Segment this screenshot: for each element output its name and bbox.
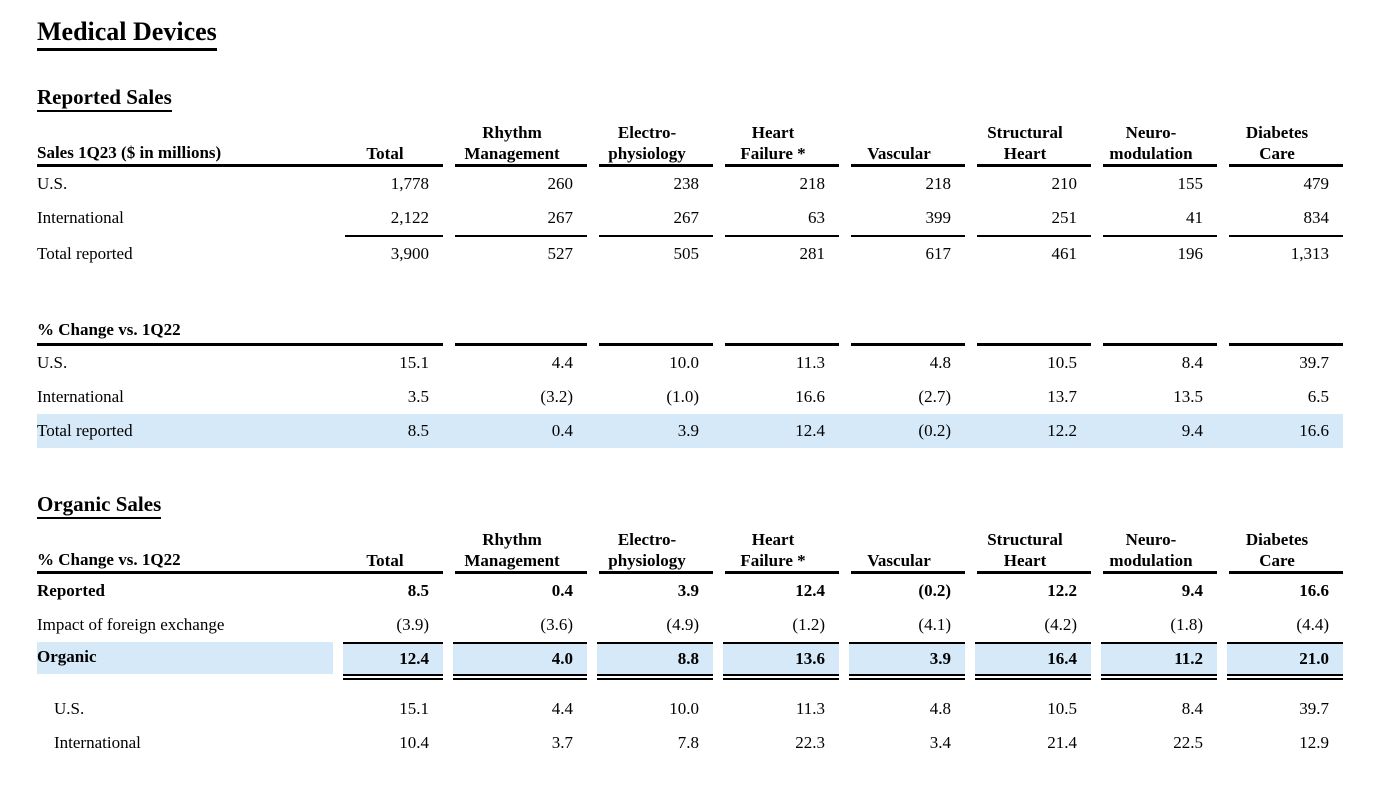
cell-value: (1.2) [792,615,825,634]
column-header-rhythm-management [443,122,587,164]
column-header-line: Neuro- [1125,123,1177,142]
reported-table-header-row [37,122,1343,164]
cell-value: 1,313 [1290,244,1329,263]
column-header-rhythm-management [443,529,587,571]
cell-value: 196 [1177,244,1203,263]
section-heading-organic-sales: Organic Sales [37,492,161,519]
column-header-line: Heart [1003,551,1047,570]
row-label: Reported [37,581,105,600]
cell-value: 238 [673,174,699,193]
column-header-line: Neuro- [1125,530,1177,549]
column-header-line: Diabetes [1245,123,1309,142]
column-header-heart-failure [713,122,839,164]
cell-value: 10.4 [399,733,429,752]
column-header-vascular [839,143,965,164]
table-row-us-pct [37,346,1343,380]
cell-value: 479 [1303,174,1329,193]
double-rule-segment [975,674,1091,680]
cell-value: (2.7) [918,387,951,406]
column-header-diabetes-care [1217,529,1343,571]
table-label-pct-change: % Change vs. 1Q22 [37,550,181,569]
cell-value: 11.3 [795,353,825,372]
table-row-total-reported [37,237,1343,271]
cell-value: 834 [1303,208,1329,227]
cell-value: 13.7 [1047,387,1077,406]
cell-value: 4.0 [453,642,587,674]
cell-value: 8.4 [1181,353,1203,372]
column-header-line: Management [464,551,560,570]
column-header-total [333,550,443,571]
row-label: U.S. [54,699,85,718]
column-header-electrophysiology [587,529,713,571]
cell-value: 39.7 [1299,353,1329,372]
cell-value: 1,778 [390,174,429,193]
column-header-line: Failure * [740,551,806,570]
double-rule-segment [1227,674,1343,680]
cell-value: 281 [799,244,825,263]
table-row-us [37,167,1343,201]
cell-value: 21.0 [1227,642,1343,674]
cell-value: 218 [799,174,825,193]
double-rule-segment [849,674,965,680]
column-header-total [333,143,443,164]
cell-value: 3.5 [407,387,429,406]
column-header-line: Electro- [617,530,677,549]
row-label: International [37,208,124,227]
cell-value: 461 [1051,244,1077,263]
cell-value: 12.2 [1047,421,1077,440]
table-row-reported [37,574,1343,608]
column-header-line: Failure * [740,144,806,163]
column-header-line: Total [366,144,404,163]
column-header-line: physiology [608,144,686,163]
cell-value: (4.4) [1296,615,1329,634]
column-header-neuromodulation [1091,529,1217,571]
column-header-structural-heart [965,529,1091,571]
organic-table-header-row [37,529,1343,571]
cell-value: 16.6 [795,387,825,406]
cell-value: 260 [547,174,573,193]
cell-value: 267 [673,208,699,227]
cell-value: 10.0 [669,699,699,718]
cell-value: 9.4 [1181,581,1203,600]
column-header-diabetes-care [1217,122,1343,164]
column-header-line: Heart [1003,144,1047,163]
column-header-line: Heart [751,123,795,142]
cell-value: 39.7 [1299,699,1329,718]
column-header-line: Rhythm [482,123,542,142]
cell-value: 9.4 [1181,421,1203,440]
cell-value: (3.9) [396,615,429,634]
cell-value: 13.5 [1173,387,1203,406]
cell-value: 527 [547,244,573,263]
row-label: Organic [37,642,333,674]
column-header-line: Structural [987,123,1063,142]
column-header-line: modulation [1109,551,1193,570]
table-row-international [37,201,1343,235]
cell-value: (4.9) [666,615,699,634]
spacer [37,680,1386,692]
cell-value: 41 [1186,208,1203,227]
cell-value: 4.8 [929,699,951,718]
cell-value: 3.9 [677,421,699,440]
cell-value: 13.6 [723,642,839,674]
table-row-organic-highlighted [37,642,1343,674]
cell-value: 8.5 [407,581,429,600]
cell-value: 4.4 [551,353,573,372]
cell-value: (0.2) [918,581,951,600]
cell-value: 16.6 [1299,581,1329,600]
cell-value: 16.4 [975,642,1091,674]
cell-value: 12.4 [795,421,825,440]
cell-value: 12.4 [795,581,825,600]
column-header-vascular [839,550,965,571]
column-header-line: Rhythm [482,530,542,549]
cell-value: 6.5 [1307,387,1329,406]
row-label: U.S. [37,353,68,372]
column-header-line: modulation [1109,144,1193,163]
cell-value: 4.8 [929,353,951,372]
cell-value: 4.4 [551,699,573,718]
column-header-line: Vascular [867,144,931,163]
row-label: International [54,733,141,752]
column-header-line: physiology [608,551,686,570]
column-header-heart-failure [713,529,839,571]
double-rule-row [37,674,1343,680]
double-rule-segment [343,674,443,680]
cell-value: 15.1 [399,699,429,718]
cell-value: 155 [1177,174,1203,193]
cell-value: 8.4 [1181,699,1203,718]
cell-value: (4.1) [918,615,951,634]
column-header-line: Structural [987,530,1063,549]
cell-value: (3.6) [540,615,573,634]
cell-value: 8.8 [597,642,713,674]
cell-value: 505 [673,244,699,263]
cell-value: 10.5 [1047,353,1077,372]
page-title: Medical Devices [37,18,217,51]
cell-value: 22.3 [795,733,825,752]
cell-value: 2,122 [390,208,429,227]
cell-value: 218 [925,174,951,193]
cell-value: 3.4 [929,733,951,752]
cell-value: 10.5 [1047,699,1077,718]
cell-value: (1.0) [666,387,699,406]
row-label: Total reported [37,244,133,263]
section-heading-reported-sales: Reported Sales [37,85,172,112]
cell-value: 0.4 [551,421,573,440]
cell-value: 63 [808,208,825,227]
cell-value: 15.1 [399,353,429,372]
double-rule-segment [723,674,839,680]
table-row-foreign-exchange [37,608,1343,642]
pct-change-label: % Change vs. 1Q22 [37,320,181,339]
cell-value: 8.5 [407,421,429,440]
column-header-line: Care [1259,144,1295,163]
table-row-total-reported-pct-highlighted [37,414,1343,448]
cell-value: (4.2) [1044,615,1077,634]
cell-value: 22.5 [1173,733,1203,752]
double-rule-segment [453,674,587,680]
cell-value: (1.8) [1170,615,1203,634]
row-label: U.S. [37,174,68,193]
rule-gap [37,674,333,680]
cell-value: 617 [925,244,951,263]
table-row-us-organic [37,692,1343,726]
table-label-sales-1q23: Sales 1Q23 ($ in millions) [37,143,222,162]
cell-value: (0.2) [918,421,951,440]
cell-value: 399 [925,208,951,227]
column-header-line: Electro- [617,123,677,142]
cell-value: 16.6 [1299,421,1329,440]
cell-value: 3.9 [849,642,965,674]
row-label: International [37,387,124,406]
cell-value: 21.4 [1047,733,1077,752]
double-rule-segment [597,674,713,680]
column-header-line: Heart [751,530,795,549]
cell-value: 210 [1051,174,1077,193]
column-header-line: Care [1259,551,1295,570]
double-rule-segment [1101,674,1217,680]
pct-change-header-row [37,317,1343,343]
cell-value: 10.0 [669,353,699,372]
cell-value: 251 [1051,208,1077,227]
cell-value: 12.2 [1047,581,1077,600]
column-header-line: Diabetes [1245,530,1309,549]
cell-value: 12.9 [1299,733,1329,752]
table-row-international-organic [37,726,1343,760]
cell-value: 267 [547,208,573,227]
cell-value: 12.4 [343,642,443,674]
cell-value: 3,900 [390,244,429,263]
cell-value: 0.4 [551,581,573,600]
table-row-international-pct [37,380,1343,414]
column-header-line: Total [366,551,404,570]
cell-value: 3.7 [551,733,573,752]
row-label: Impact of foreign exchange [37,615,225,634]
column-header-line: Management [464,144,560,163]
cell-value: 11.2 [1101,642,1217,674]
column-header-electrophysiology [587,122,713,164]
cell-value: 7.8 [677,733,699,752]
cell-value: (3.2) [540,387,573,406]
column-header-neuromodulation [1091,122,1217,164]
column-header-structural-heart [965,122,1091,164]
cell-value: 11.3 [795,699,825,718]
row-label: Total reported [37,421,133,440]
column-header-line: Vascular [867,551,931,570]
cell-value: 3.9 [677,581,699,600]
